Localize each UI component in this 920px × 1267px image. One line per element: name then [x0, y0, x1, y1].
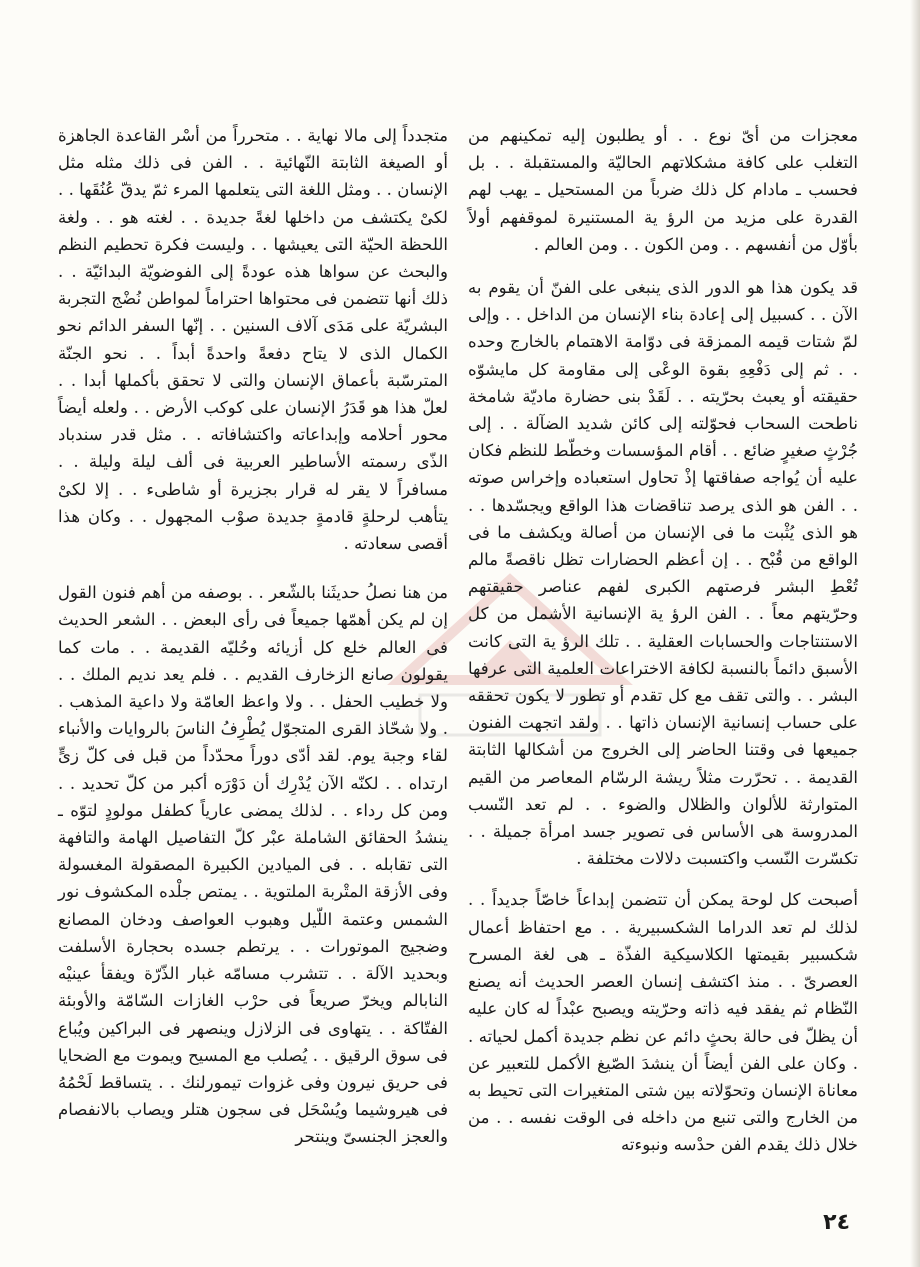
- paragraph: أصبحت كل لوحة يمكن أن تتضمن إبداعاً خاصّاً جديداً . . لذلك لم تعد الدراما الشكسبيرية . . مع احتفاظ أعمال شكسبير بقيمتها الكلاسيكية الفذّة ـ هى لغة المسرح العصرىّ . . منذ اكتشف إنسان العصر الحديث أنه يصنع النّظام ثم يفقد فيه ذاته وحرّيته ويصبح عبْداً له كان عليه أن يظلّ فى حالة بحثٍ دائم عن نظم جديدة أكمل لحياته . . وكان على الفن أيضاً أن ينشدَ الصّيغ الأكمل للتعبير عن معاناة الإنسان وتحوّلاته بين شتى المتغيرات التى تحيط به من الخارج والتى تنبع من داخله فى الوقت نفسه . . من خلال ذلك يقدم الفن حدْسه ونبوءته: [468, 890, 858, 1155]
- scan-edge-shadow: [910, 0, 920, 1267]
- text-column-right: [468, 122, 858, 1159]
- paragraph: من هنا نصلُ حديثَنا بالشّعر . . بوصفه من أهم فنون القول إن لم يكن أهمّها جميعاً فى رأى البعض . . الشعر الحديث فى العالم خلع كل أزيائه وحُليّه القديمة . . مات كما يقولون صانع الزخارف القديم . . فلم يعد نديم الملك . . ولا خطيب الحفل . . ولا واعظ العامّة ولا داعية المذهب . . ولا شحّاذ القرى المتجوّل يُطْرِفُ الناسَ بالروايات والأنباء لقاء وجبة يوم. لقد أدّى دوراً محدّداً من قبل فى كلّ زىٍّ ارتداه . . لكنّه الآن يُدْرِك أن دَوْرَه أكبر من كلّ تحديد . . ومن كل رداء . . لذلك يمضى عارياً كطفل مولودٍ لتوّه ـ ينشدُ الحقائق الشاملة عبْر كلّ التفاصيل الهامة والتافهة التى تقابله . . فى الميادين الكبيرة المصقولة المغسولة وفى الأزقة المتْربة الملتوية . . يمتص جلْده المكشوف نور الشمس وعتمة اللّيل وهبوب العواصف ودخان المصانع وضجيج الموتورات . . يرتطم جسده بحجارة الأسلفت وبحديد الآلة . . تتشرب مسامّه غبار الذّرّة ويفقأ عينيْه النابالم ويخرّ صريعاً فى حرْب الغازات السّامّة والأوبئة الفتّاكة . . يتهاوى فى الزلازل وينصهر فى البراكين ويُباع فى سوق الرقيق . . يُصلب مع المسيح ويموت مع الضحايا فى حريق نيرون وفى غزوات تيمورلنك . . يتساقط لَحْمُهُ فى هيروشيما ويُسْحَل فى سجون هتلر ويصاب بالانفصام والعجز الجنسىّ وينتحر: [58, 583, 448, 1147]
- page-number: ٢٤: [823, 1210, 850, 1235]
- paragraph: متجدداً إلى مالا نهاية . . متحرراً من أسْر القاعدة الجاهزة أو الصيغة الثابتة النّهائية . . الفن فى ذلك مثله مثل الإنسان . . ومثل اللغة التى يتعلمها المرء ثمّ يدقّ عُنُقَها . . لكىْ يكتشف من داخلها لغةً جديدة . . لغته هو . . ولغة اللحظة الحيّة التى يعيشها . . وليست فكرة تحطيم النظم والبحث عن سواها هذه عودةً إلى الفوضويّة البدائيّة . . ذلك أنها تتضمن فى محتواها احتراماً لمواطن نُضْج التجربة البشريّة على مَدَى آلاف السنين . . إنّها السفر الدائم نحو الكمال الذى لا يتاح دفعةً واحدةً أبداً . . نحو الجنّة المترسّبة بأعماق الإنسان والتى لا تحقق بأكملها أبدا . . لعلّ هذا هو قَدَرُ الإنسان على كوكب الأرض . . ولعله أيضاً محور أحلامه وإبداعاته واكتشافاته . . مثل قدر سندباد الذّى رسمته الأساطير العربية فى ألف ليلة وليلة . . مسافراً لا يقر له قرار بجزيرة أو شاطىء . . إلا لكىْ يتأهب لرحلةٍ قادمةٍ جديدة صوْب المجهول . . وكان هذا أقصى سعادته .: [58, 126, 448, 554]
- paragraph: قد يكون هذا هو الدور الذى ينبغى على الفنّ أن يقوم به الآن . . كسبيل إلى إعادة بناء الإنسان من الداخل . . وإلى لمّ شتات قيمه الممزقة فى دوّامة الاهتمام بالخارج وحده . . ثم إلى دَفْعِهِ بقوة الوعْى إلى مقاومة كل مايشوّه حقيقته أو يعبث بحرّيته . . لَقَدْ بنى حضارة ماديّة شامخة ناطحت السحاب فحوّلته إلى كائن شديد الضآلة . . إلى جُرْثٍ صغيرٍ ضائع . . أقام المؤسسات وخطّط للنظم فكان عليه أن يُواجه صفاقتها إذْ تحاول استعباده وإخراس صوته . . الفن هو الذى يرصد تناقضات هذا الواقع ويجسّدها . . هو الذى يُثْبت ما فى الإنسان من أصالة ويكشف ما فى الواقع من قُبْح . . إن أعظم الحضارات تظل ناقصةً مالم تُعْطِ البشر فرصتهم الكبرى لفهم عناصر حقيقتهم وحرّيتهم معاً . . الفن الرؤ ية الإنسانية الأشمل من كل الاستنتاجات والحسابات العقلية . . تلك الرؤ ية التى كانت الأسبق دائماً بالنسبة لكافة الاختراعات العلمية التى عرفها البشر . . والتى تقف مع كل تقدم أو تطور لا يكون تحققه على حساب إنسانية الإنسان ذاتها . . ولقد اتجهت الفنون جميعها فى وقتنا الحاضر إلى الخروج من أشكالها الثابتة القديمة . . تحرّرت مثلاً ريشة الرسّام المعاصر من القيم المتوارثة للألوان والظلال والضوء . . لم تعد النّسب المدروسة هى الأساس فى تصوير جسد امرأة جميلة . . تكسّرت النّسب واكتسبت دلالات مختلفة .: [468, 278, 858, 869]
- paragraph: معجزات من أىّ نوع . . أو يطلبون إليه تمكينهم من التغلب على كافة مشكلاتهم الحاليّة والمستقبلة . . بل فحسب ـ مادام كل ذلك ضرباً من المستحيل ـ يهب لهم القدرة على مزيد من الرؤ ية المستنيرة لموقفهم أولاً بأوّل من أنفسهم . . ومن الكون . . ومن العالم .: [468, 126, 858, 254]
- text-column-left: [58, 122, 448, 1151]
